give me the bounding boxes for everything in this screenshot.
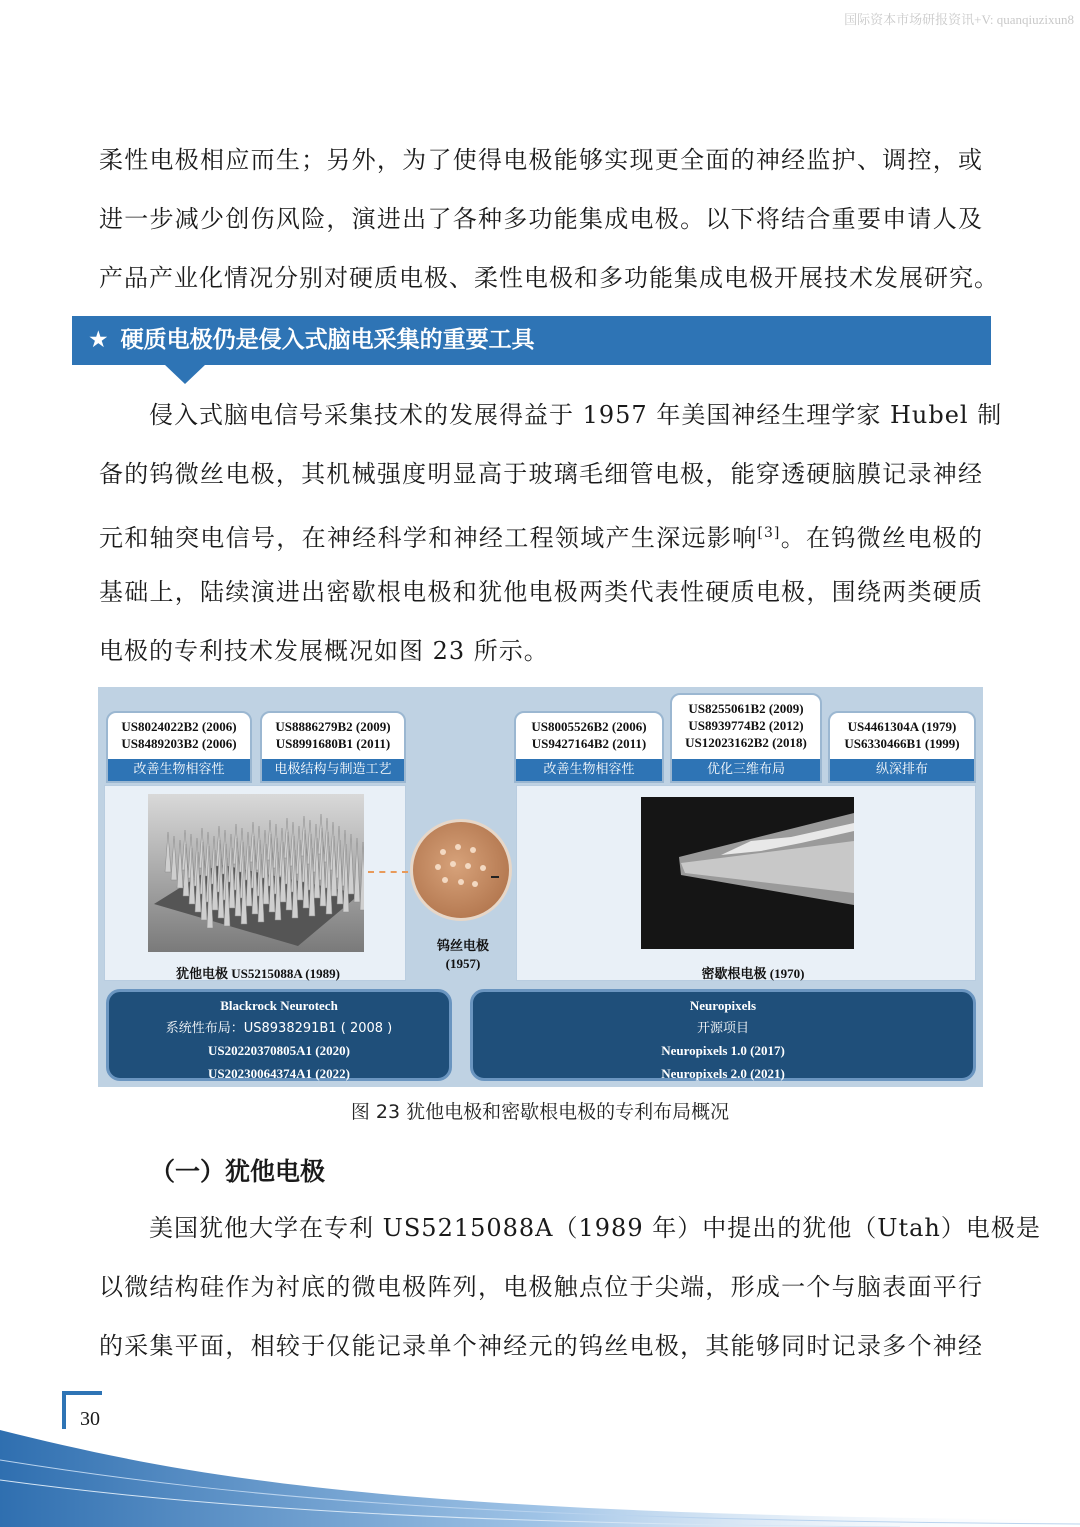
utah-array-image bbox=[148, 794, 364, 952]
text-line: 基础上，陆续演进出密歇根电极和犹他电极两类代表性硬质电极，围绕两类硬质 bbox=[99, 578, 983, 606]
tag-caption: 纵深排布 bbox=[830, 759, 974, 781]
company-line: US20230064374A1 (2022) bbox=[208, 1065, 350, 1081]
body-paragraph-3 bbox=[99, 1199, 1041, 1376]
star-icon: ★ bbox=[88, 327, 109, 353]
tag-caption: 改善生物相容性 bbox=[516, 759, 662, 781]
intro-paragraph bbox=[99, 131, 999, 308]
company-line: 系统性布局：US8938291B1 ( 2008 ) bbox=[165, 1020, 393, 1036]
company-line: 开源项目 bbox=[696, 1020, 749, 1036]
neuropixels-box bbox=[470, 989, 976, 1081]
tungsten-electrode-image bbox=[410, 819, 512, 921]
page-number: 30 bbox=[80, 1408, 100, 1430]
patent-number: US4461304A (1979) bbox=[847, 719, 957, 734]
patent-number: US8489203B2 (2006) bbox=[121, 736, 237, 751]
patent-number: US8886279B2 (2009) bbox=[275, 719, 391, 734]
tag-caption: 优化三维布局 bbox=[672, 759, 820, 781]
citation-ref: [3] bbox=[757, 525, 781, 541]
michigan-electrode-image bbox=[641, 797, 854, 949]
banner-title: 硬质电极仍是侵入式脑电采集的重要工具 bbox=[120, 327, 535, 353]
tag-caption: 改善生物相容性 bbox=[108, 759, 250, 781]
text-line: 美国犹他大学在专利 US5215088A（1989 年）中提出的犹他（Utah）电极是 bbox=[149, 1214, 1041, 1242]
tag-caption: 电极结构与制造工艺 bbox=[262, 759, 404, 781]
banner-notch bbox=[164, 364, 206, 384]
company-line: Neuropixels 1.0 (2017) bbox=[661, 1043, 785, 1058]
patent-number: US6330466B1 (1999) bbox=[844, 736, 960, 751]
arrow-left bbox=[368, 871, 408, 873]
patent-tag-michigan-biocompat bbox=[514, 711, 664, 783]
watermark: 国际资本市场研报资讯+V: quanqiuzixun8 bbox=[844, 12, 1074, 27]
text-line: 备的钨微丝电极，其机械强度明显高于玻璃毛细管电极，能穿透硬脑膜记录神经 bbox=[99, 460, 983, 488]
text-line: 产品产业化情况分别对硬质电极、柔性电极和多功能集成电极开展技术发展研究。 bbox=[99, 264, 999, 292]
company-line: Neuropixels 2.0 (2021) bbox=[661, 1065, 785, 1081]
text-segment: 元和轴突电信号，在神经科学和神经工程领域产生深远影响 bbox=[99, 524, 758, 552]
body-paragraph-2 bbox=[99, 386, 1003, 681]
patent-tag-utah-structure bbox=[260, 711, 406, 783]
blackrock-box bbox=[106, 989, 452, 1081]
text-segment: 。在钨微丝电极的 bbox=[780, 524, 983, 552]
text-line bbox=[99, 504, 983, 563]
patent-number: US8939774B2 (2012) bbox=[688, 718, 804, 733]
patent-tag-michigan-3d bbox=[670, 693, 822, 783]
company-line: US20220370805A1 (2020) bbox=[208, 1043, 350, 1058]
patent-number: US8024022B2 (2006) bbox=[121, 719, 237, 734]
patent-tag-utah-biocompat bbox=[106, 711, 252, 783]
figure-caption: 图 23 犹他电极和密歇根电极的专利布局概况 bbox=[350, 1101, 730, 1123]
patent-tag-michigan-depth bbox=[828, 711, 976, 783]
michigan-label: 密歇根电极 (1970) bbox=[701, 966, 805, 981]
patent-number: US8255061B2 (2009) bbox=[688, 701, 804, 716]
company-name: Neuropixels bbox=[689, 998, 757, 1013]
patent-number: US8991680B1 (2011) bbox=[275, 736, 391, 751]
section-title: （一）犹他电极 bbox=[150, 1157, 326, 1186]
text-line: 柔性电极相应而生；另外，为了使得电极能够实现更全面的神经监护、调控，或 bbox=[99, 146, 983, 174]
tungsten-label-line: (1957) bbox=[445, 956, 481, 971]
tungsten-label bbox=[418, 937, 508, 973]
text-line: 进一步减少创伤风险，演进出了各种多功能集成电极。以下将结合重要申请人及 bbox=[99, 205, 983, 233]
utah-label: 犹他电极 US5215088A (1989) bbox=[176, 966, 340, 981]
patent-number: US8005526B2 (2006) bbox=[531, 719, 647, 734]
figure-23 bbox=[98, 687, 983, 1087]
footer-decoration bbox=[0, 1420, 1080, 1527]
tungsten-label-line: 钨丝电极 bbox=[436, 938, 489, 953]
text-line: 侵入式脑电信号采集技术的发展得益于 1957 年美国神经生理学家 Hubel 制 bbox=[149, 401, 1003, 429]
patent-number: US9427164B2 (2011) bbox=[531, 736, 647, 751]
text-line: 以微结构硅作为衬底的微电极阵列，电极触点位于尖端，形成一个与脑表面平行 bbox=[99, 1273, 983, 1301]
text-line: 电极的专利技术发展概况如图 23 所示。 bbox=[99, 637, 549, 665]
text-line: 的采集平面，相较于仅能记录单个神经元的钨丝电极，其能够同时记录多个神经 bbox=[99, 1332, 983, 1360]
company-name: Blackrock Neurotech bbox=[220, 998, 338, 1013]
section-banner bbox=[72, 316, 991, 365]
patent-number: US12023162B2 (2018) bbox=[685, 735, 807, 750]
